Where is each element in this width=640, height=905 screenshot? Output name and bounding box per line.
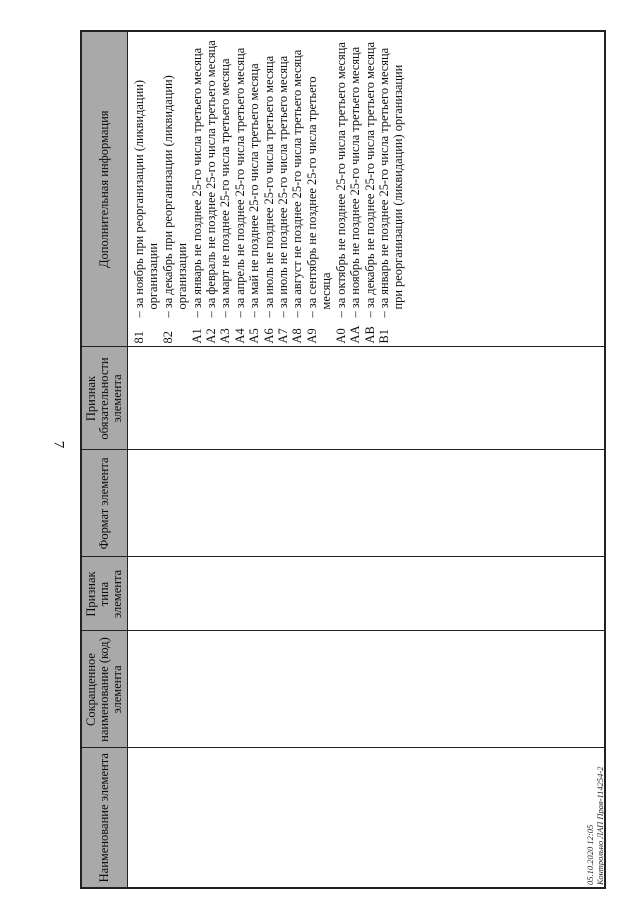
rotated-page-content bbox=[80, 32, 603, 889]
additional-info-list bbox=[128, 32, 406, 347]
info-text: – за май не позднее 25-го числа третьего месяца bbox=[247, 63, 262, 318]
info-code: АВ bbox=[362, 326, 377, 344]
cell-element-type bbox=[128, 557, 606, 631]
cell-element-name bbox=[128, 748, 606, 888]
cell-element-required bbox=[128, 347, 606, 450]
info-text: – за декабрь при реорганизации (ликвидации) организации bbox=[160, 75, 190, 318]
page-number: 7 bbox=[50, 440, 67, 449]
info-text: – за октябрь не позднее 25-го числа третьего месяца bbox=[333, 42, 348, 318]
info-code: 81 bbox=[132, 331, 146, 344]
list-item bbox=[161, 38, 190, 344]
info-text: – за июль не позднее 25-го числа третьего месяца bbox=[276, 55, 291, 318]
list-item bbox=[305, 38, 334, 344]
info-code: А3 bbox=[218, 328, 233, 344]
info-code: А1 bbox=[189, 328, 204, 344]
info-code: В1 bbox=[376, 329, 391, 344]
info-text: – за июль не позднее 25-го числа третьего месяца bbox=[261, 55, 276, 318]
stamp-datetime: 05.10.2020 12:05 bbox=[585, 824, 595, 885]
list-item bbox=[334, 38, 348, 344]
info-text: – за сентябрь не позднее 25-го числа третьего месяца bbox=[304, 76, 334, 318]
list-item bbox=[218, 38, 232, 344]
info-code: А0 bbox=[333, 328, 348, 344]
list-item bbox=[247, 38, 261, 344]
info-code: А7 bbox=[276, 328, 291, 344]
header-additional-info: Дополнительная информация bbox=[81, 31, 128, 347]
print-stamp bbox=[585, 767, 605, 886]
info-text: – за ноябрь при реорганизации (ликвидации) организации bbox=[132, 80, 161, 318]
cell-element-code bbox=[128, 631, 606, 748]
list-item bbox=[377, 38, 406, 344]
info-text: – за январь не позднее 25-го числа третьего месяца при реорганизации (ликвидации) организации bbox=[376, 47, 406, 318]
list-item bbox=[290, 38, 304, 344]
list-item bbox=[348, 38, 362, 344]
info-code: А8 bbox=[290, 328, 305, 344]
element-spec-table bbox=[80, 30, 606, 889]
header-element-name: Наименование элемента bbox=[81, 748, 128, 888]
info-text: – за март не позднее 25-го числа третьего месяца bbox=[218, 58, 233, 318]
table-header-row bbox=[81, 31, 128, 888]
list-item bbox=[262, 38, 276, 344]
info-code: А9 bbox=[304, 328, 319, 344]
info-text: – за ноябрь не позднее 25-го числа третьего месяца bbox=[348, 46, 363, 318]
info-code: А4 bbox=[232, 328, 247, 344]
info-text: – за январь не позднее 25-го числа третьего месяца bbox=[189, 47, 204, 318]
list-item bbox=[363, 38, 377, 344]
list-item bbox=[233, 38, 247, 344]
cell-element-format bbox=[128, 450, 606, 557]
info-code: А6 bbox=[261, 328, 276, 344]
header-element-required: Признак обязательности элемента bbox=[81, 347, 128, 450]
info-code: АА bbox=[348, 325, 363, 344]
info-text: – за апрель не позднее 25-го числа третьего месяца bbox=[232, 47, 247, 318]
list-item bbox=[190, 38, 204, 344]
info-code: А5 bbox=[247, 328, 262, 344]
stamp-ref: Контрольно ЛАП Прав-114254-2 bbox=[595, 766, 605, 885]
list-item bbox=[276, 38, 290, 344]
info-code: 82 bbox=[160, 331, 175, 344]
list-item bbox=[132, 38, 161, 344]
header-element-format: Формат элемента bbox=[81, 450, 128, 557]
cell-additional-info bbox=[128, 31, 606, 347]
info-text: – за август не позднее 25-го числа третьего месяца bbox=[290, 49, 305, 318]
table-row bbox=[128, 31, 606, 888]
info-text: – за декабрь не позднее 25-го числа третьего месяца bbox=[362, 41, 377, 318]
list-item bbox=[204, 38, 218, 344]
header-element-code: Сокращенное наименование (код) элемента bbox=[81, 631, 128, 748]
info-code: А2 bbox=[204, 328, 219, 344]
info-text: – за февраль не позднее 25-го числа третьего месяца bbox=[204, 40, 219, 318]
header-element-type: Признак типа элемента bbox=[81, 557, 128, 631]
